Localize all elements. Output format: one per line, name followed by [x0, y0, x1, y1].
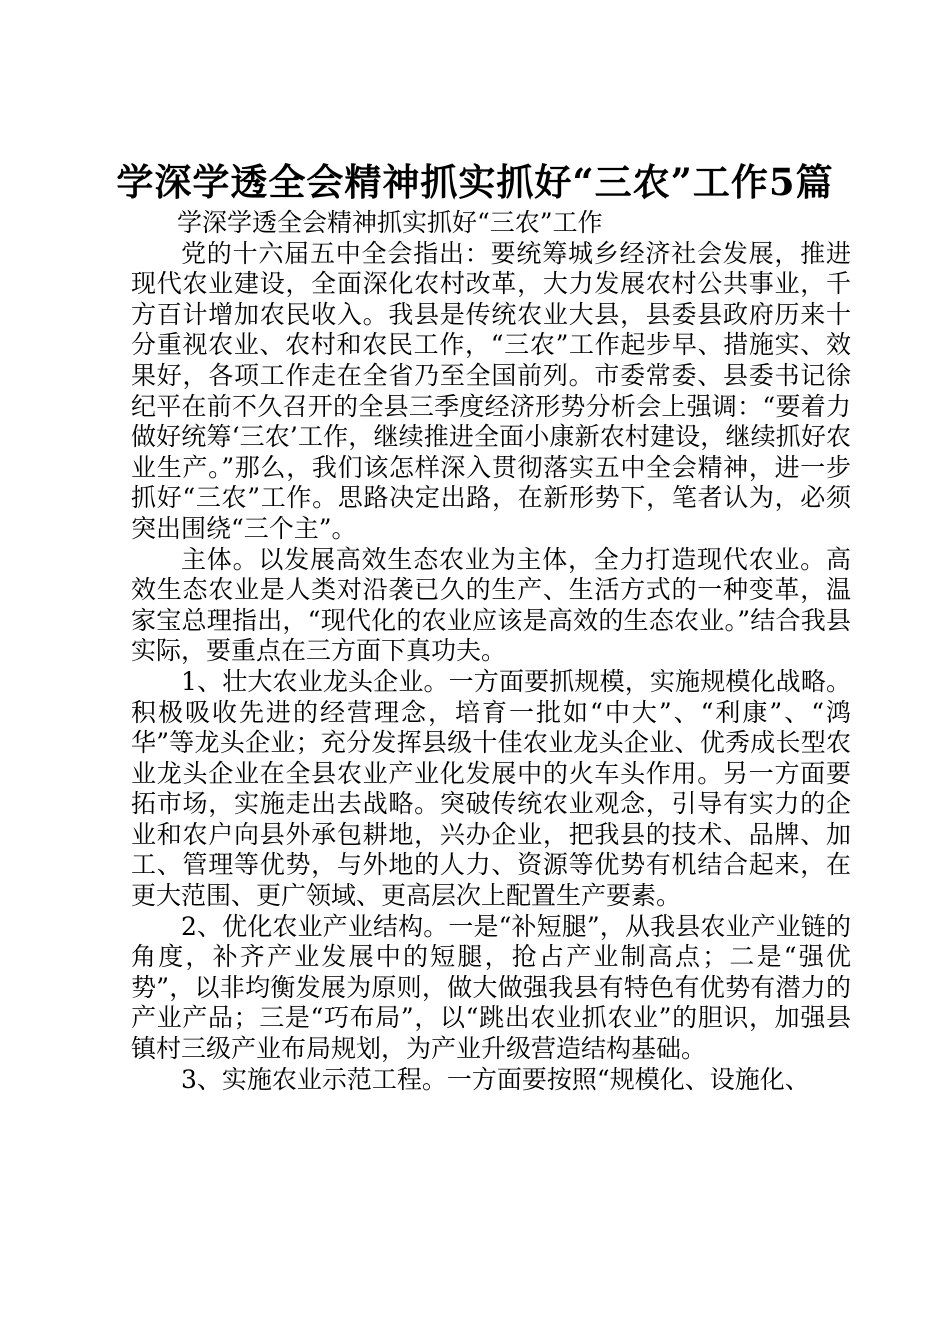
- document-title: 学深学透全会精神抓实抓好“三农”工作5篇: [116, 160, 834, 204]
- paragraph-item-3: 3、实施农业示范工程。一方面要按照“规模化、设施化、: [181, 1064, 810, 1094]
- paragraph-intro: 党的十六届五中全会指出：要统筹城乡经济社会发展，推进现代农业建设，全面深化农村改革，大力发展农村公共事业，千方百计增加农民收入。我县是传统农业大县，县委县政府历来十分重视农业、农村和农民工作，“三农”工作起步早、措施实、效果好，各项工作走在全省乃至全国前列。市委常委、县委书记徐纪平在前不久召开的全县三季度经济形势分析会上强调：“要着力做好统筹‘三农’工作，继续推进全面小康新农村建设，继续抓好农业生产。”那么，我们该怎样深入贯彻落实五中全会精神，进一步抓好“三农”工作。思路决定出路，在新形势下，笔者认为，必须突出围绕“三个主”。: [131, 238, 851, 543]
- paragraph-item-1: 1、壮大农业龙头企业。一方面要抓规模，实施规模化战略。积极吸收先进的经营理念，培育一批如“中大”、“利康”、“鸿华”等龙头企业；充分发挥县级十佳农业龙头企业、优秀成长型农业龙头企业在全县农业产业化发展中的火车头作用。另一方面要拓市场，实施走出去战略。突破传统农业观念，引导有实力的企业和农户向县外承包耕地，兴办企业，把我县的技术、品牌、加工、管理等优势，与外地的人力、资源等优势有机结合起来，在更大范围、更广领域、更高层次上配置生产要素。: [131, 666, 851, 911]
- paragraph-main-body: 主体。以发展高效生态农业为主体，全力打造现代农业。高效生态农业是人类对沿袭已久的生产、生活方式的一种变革，温家宝总理指出，“现代化的农业应该是高效的生态农业。”结合我县实际，要重点在三方面下真功夫。: [131, 544, 851, 666]
- document-subtitle: 学深学透全会精神抓实抓好“三农”工作: [177, 208, 603, 237]
- paragraph-item-2: 2、优化农业产业结构。一是“补短腿”，从我县农业产业链的角度，补齐产业发展中的短腿，抢占产业制高点；二是“强优势”，以非均衡发展为原则，做大做强我县有特色有优势有潜力的产业产品；三是“巧布局”，以“跳出农业抓农业”的胆识，加强县镇村三级产业布局规划，为产业升级营造结构基础。: [131, 911, 851, 1064]
- document-body: [131, 208, 851, 1095]
